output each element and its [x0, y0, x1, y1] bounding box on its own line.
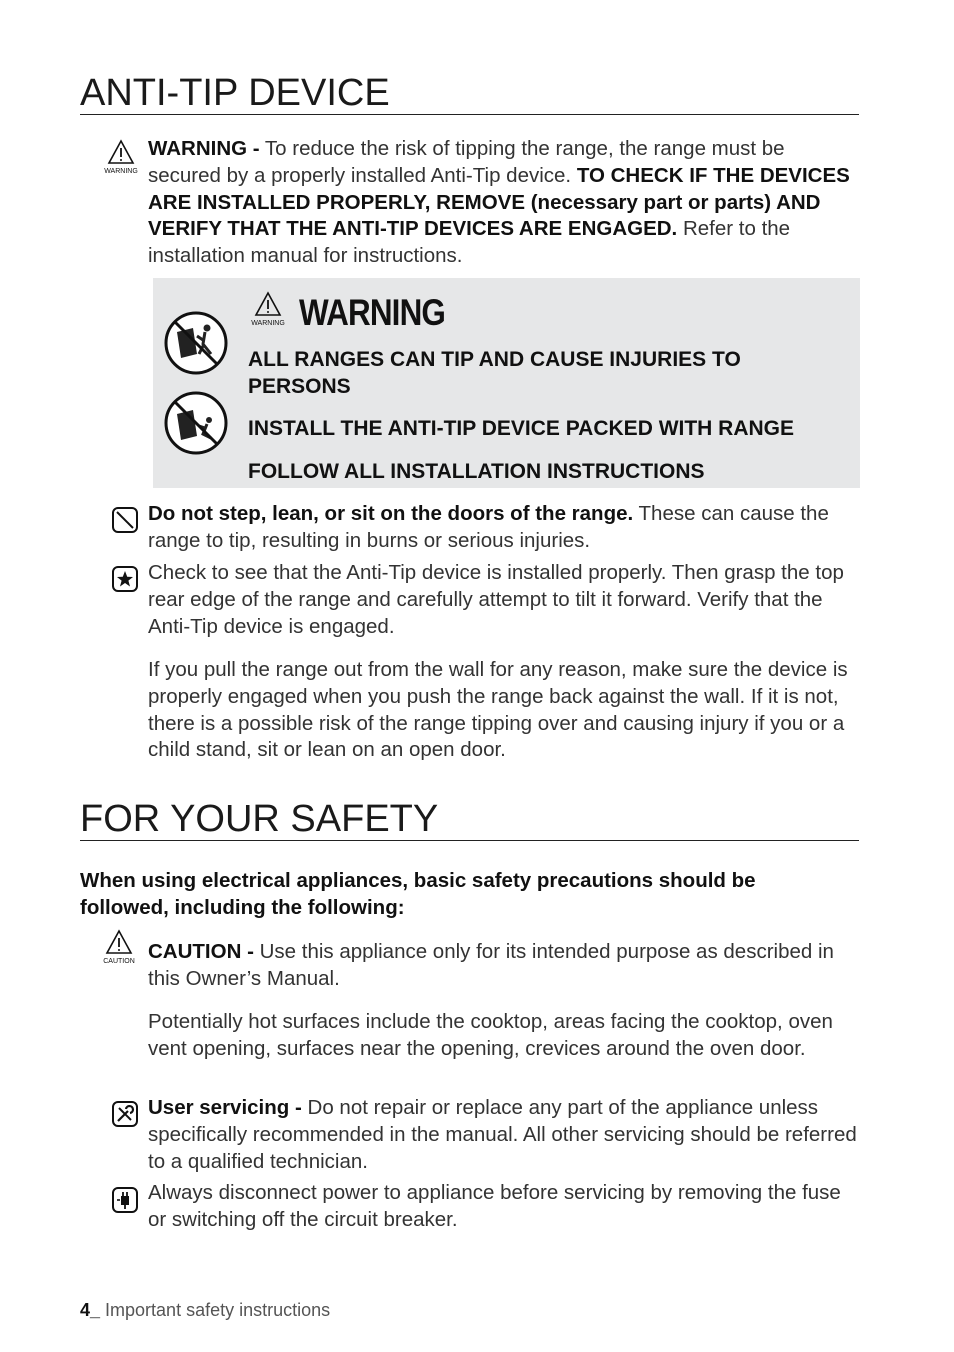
warning-lead: WARNING - — [148, 137, 260, 160]
caution-icon-label: CAUTION — [103, 958, 135, 965]
warning-icon-label: WARNING — [104, 168, 138, 175]
warning-box-icon-label: WARNING — [251, 320, 285, 327]
unplug-icon — [111, 1186, 139, 1214]
no-disassembly-icon — [111, 1100, 139, 1128]
no-step-text: These can cause the range to tip, resulting in burns or serious injuries. — [148, 502, 829, 552]
caution-triangle-icon — [98, 928, 140, 968]
warning-paragraph — [148, 136, 860, 270]
warning-box-triangle-icon — [247, 290, 289, 330]
no-step-bold: Do not step, lean, or sit on the doors of the range. — [148, 502, 634, 525]
section-title-safety: FOR YOUR SAFETY — [80, 798, 859, 841]
caution-lead: CAUTION - — [148, 940, 254, 963]
warning-bold-text: TO CHECK IF THE DEVICES ARE INSTALLED PROPERLY, REMOVE (necessary part or parts) AND VERIFY THAT THE ANTI-TIP DEVICES ARE ENGAGED. — [148, 163, 850, 241]
prohibited-icon — [111, 506, 139, 534]
warning-text-1: To reduce the risk of tipping the range, the range must be secured by a properly installed Anti-Tip device. — [148, 137, 785, 187]
tip-over-child-pictogram-icon — [163, 390, 229, 456]
page-footer — [80, 1300, 330, 1321]
warning-box-title: WARNING — [299, 292, 446, 333]
servicing-paragraph — [148, 1095, 860, 1175]
no-step-paragraph — [148, 501, 860, 555]
servicing-lead: User servicing - — [148, 1096, 302, 1119]
hot-surfaces-paragraph: Potentially hot surfaces include the cooktop, areas facing the cooktop, oven vent opening, surfaces near the opening, crevices around the oven door. — [148, 1010, 833, 1060]
disconnect-paragraph: Always disconnect power to appliance before servicing by removing the fuse or switching off the circuit breaker. — [148, 1181, 841, 1231]
tip-warning-box — [153, 278, 860, 488]
tip-over-pictogram-icon — [163, 310, 229, 376]
warning-box-line-2: INSTALL THE ANTI-TIP DEVICE PACKED WITH RANGE — [248, 417, 795, 440]
caution-text: Use this appliance only for its intended purpose as described in this Owner’s Manual. — [148, 940, 834, 990]
warning-box-line-1: ALL RANGES CAN TIP AND CAUSE INJURIES TO PERSONS — [248, 348, 741, 398]
safety-subhead: When using electrical appliances, basic safety precautions should be followed, including the following: — [80, 869, 756, 919]
section-title-anti-tip: ANTI-TIP DEVICE — [80, 72, 859, 115]
servicing-text: Do not repair or replace any part of the appliance unless specifically recommended in the manual. All other servicing should be referred to a qualified technician. — [148, 1096, 857, 1173]
pull-paragraph: If you pull the range out from the wall for any reason, make sure the device is properly engaged when you push the range back against the wall. If it is not, there is a possible risk of the range tipping over and causing injury if you or a child stand, sit or lean on an open door. — [148, 658, 848, 762]
warning-triangle-icon — [100, 138, 142, 178]
caution-paragraph — [148, 939, 860, 993]
warning-box-line-3: FOLLOW ALL INSTALLATION INSTRUCTIONS — [248, 460, 705, 483]
page-number: 4_ — [80, 1300, 101, 1320]
check-paragraph: Check to see that the Anti-Tip device is installed properly. Then grasp the top rear edge of the range and carefully attempt to tilt it forward. Verify that the Anti-Tip device is engaged. — [148, 561, 844, 638]
star-note-icon — [111, 565, 139, 593]
warning-text-2: Refer to the installation manual for instructions. — [148, 217, 791, 268]
footer-text: Important safety instructions — [100, 1300, 331, 1320]
